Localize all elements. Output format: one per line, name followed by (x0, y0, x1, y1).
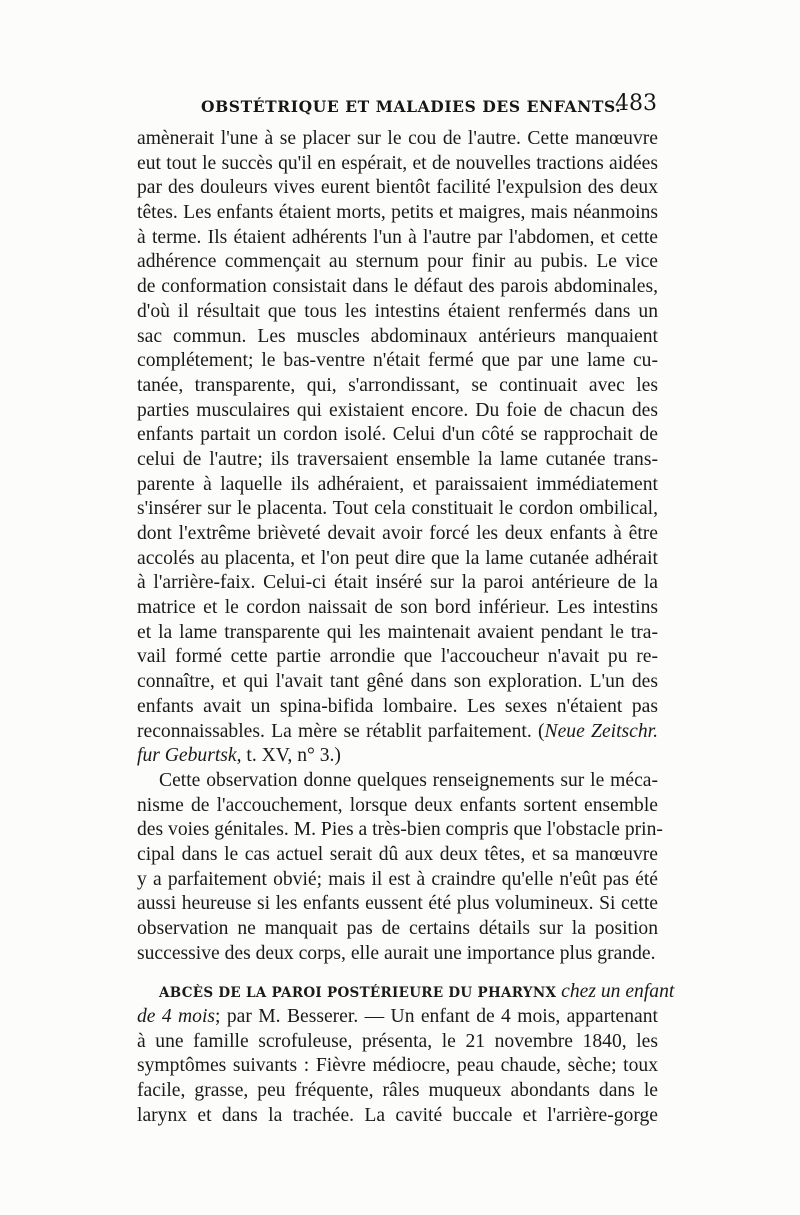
text-line: connaître, et qui l'avait tant gêné dans son exploration. L'un des (137, 671, 658, 693)
text-line: à l'arrière-faix. Celui-ci était inséré sur la paroi antérieure de la (137, 572, 658, 594)
text-line: nisme de l'accouchement, lorsque deux enfants sortent ensemble (137, 794, 658, 816)
text-line: symptômes suivants : Fièvre médiocre, peau chaude, sèche; toux (137, 1055, 658, 1077)
text-line: matrice et le cordon naissait de son bord inférieur. Les intestins (137, 597, 658, 619)
text-line: eut tout le succès qu'il en espérait, et de nouvelles tractions aidées (137, 152, 658, 174)
text-line: s'insérer sur le placenta. Tout cela constituait le cordon ombilical, (137, 498, 658, 520)
text-line: larynx et dans la trachée. La cavité buccale et l'arrière-gorge (137, 1104, 658, 1126)
text-line: parties musculaires qui existaient encore. Du foie de chacun des (137, 399, 658, 421)
text-line: observation ne manquait pas de certains détails sur la position (137, 918, 658, 939)
section-gap (137, 966, 658, 980)
text-line: aussi heureuse si les enfants eussent été plus volumineux. Si cette (137, 893, 658, 915)
running-title: OBSTÉTRIQUE ET MALADIES DES ENFANTS. (201, 97, 622, 116)
text-line: amènerait l'une à se placer sur le cou de l'autre. Cette manœuvre (137, 128, 658, 149)
body-text (137, 127, 675, 1129)
text-line: à une famille scrofuleuse, présenta, le 21 novembre 1840, les (137, 1030, 658, 1052)
text-line: adhérence commençait au sternum pour finir au pubis. Le vice (137, 251, 658, 273)
text-line (137, 744, 658, 769)
text-line: enfants avait un spina-bifida lombaire. Les sexes n'étaient pas (137, 695, 658, 717)
text-line: et la lame transparente qui les maintenait avaient pendant le tra- (137, 621, 658, 643)
text-line: successive des deux corps, elle aurait une importance plus grande. (137, 942, 656, 964)
text-line: d'où il résultait que tous les intestins étaient renfermés dans un (137, 300, 658, 322)
text-run: reconnaissables. La mère se rétablit parfaitement. ( (137, 720, 545, 742)
page-header (137, 93, 657, 121)
text-line: par des douleurs vives eurent bientôt facilité l'expulsion des deux (137, 177, 658, 199)
paragraph-2 (137, 769, 663, 967)
text-line: à terme. Ils étaient adhérents l'un à l'autre par l'abdomen, et cette (137, 226, 658, 248)
text-line (137, 980, 675, 1005)
text-line: cipal dans le cas actuel serait dû aux deux têtes, et sa manœuvre (137, 843, 658, 865)
text-line: têtes. Les enfants étaient morts, petits et maigres, mais néanmoins (137, 202, 658, 224)
text-line: celui de l'autre; ils traversaient ensemble la lame cutanée trans- (137, 448, 658, 470)
text-line (137, 720, 658, 745)
journal-citation: Neue Zeitschr. (544, 720, 659, 742)
text-line: parente à laquelle ils adhéraient, et paraissaient immédiatement (137, 473, 658, 495)
text-run: t. XV, n° 3.) (241, 745, 341, 767)
text-line (137, 1005, 658, 1030)
text-line: dont l'extrême brièveté devait avoir forcé les deux enfants à être (137, 523, 658, 544)
text-run: ; par M. Besserer. — Un enfant de 4 mois, appartenant (215, 1006, 658, 1028)
heading-italic: chez un enfant (561, 981, 675, 1003)
heading-italic: de 4 mois (137, 1006, 216, 1028)
text-line: tanée, transparente, qui, s'arrondissant, se continuait avec les (137, 374, 658, 396)
page-number: 483 (615, 91, 657, 116)
text-line: vail formé cette partie arrondie que l'accoucheur n'avait pu re- (137, 646, 658, 668)
paragraph-3 (137, 980, 675, 1128)
text-line: enfants partait un cordon isolé. Celui d'un côté se rapprochait de (137, 424, 658, 446)
text-line: sac commun. Les muscles abdominaux antérieurs manquaient (137, 325, 658, 347)
section-heading: ABCÈS DE LA PAROI POSTÉRIEURE DU PHARYNX (159, 985, 557, 1002)
text-line: des voies génitales. M. Pies a très-bien compris que l'obstacle prin- (137, 819, 663, 841)
text-line: facile, grasse, peu fréquente, râles muqueux abondants dans le (137, 1080, 658, 1102)
text-line: Cette observation donne quelques renseignements sur le méca- (159, 769, 658, 791)
journal-citation: fur Geburtsk, (137, 745, 242, 767)
paragraph-1 (137, 127, 658, 769)
text-line: y a parfaitement obvié; mais il est à craindre qu'elle n'eût pas été (137, 868, 658, 890)
text-line: de conformation consistait dans le défaut des parois abdominales, (137, 276, 658, 298)
text-line: accolés au placenta, et l'on peut dire que la lame cutanée adhérait (137, 547, 658, 569)
text-line: complétement; le bas-ventre n'était fermé que par une lame cu- (137, 350, 658, 372)
